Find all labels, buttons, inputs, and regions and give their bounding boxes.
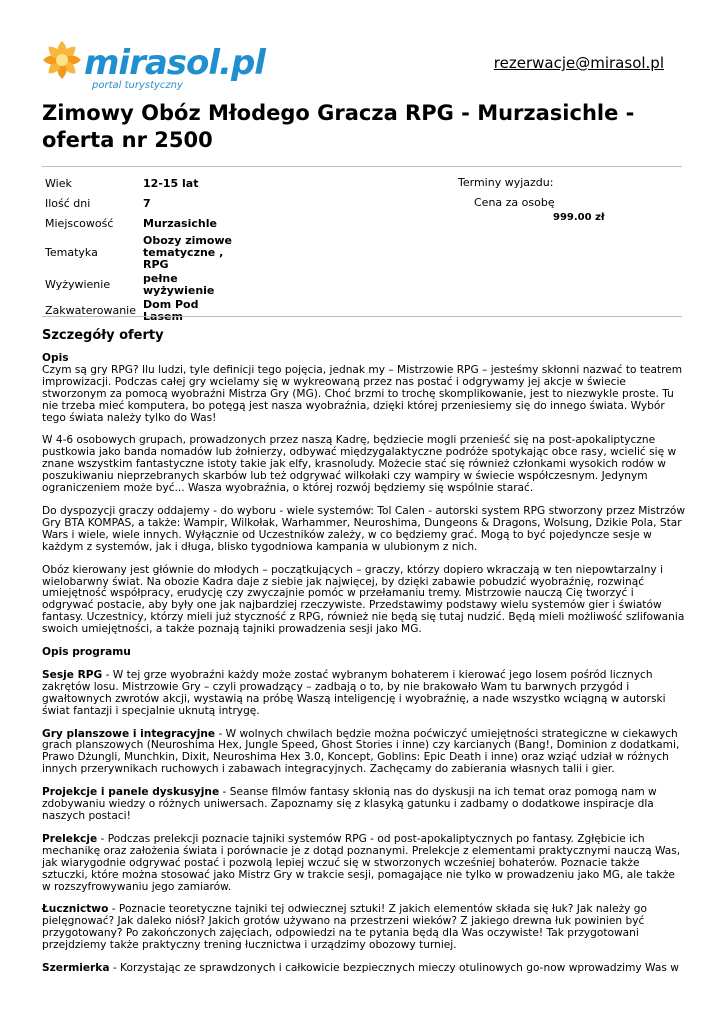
- svg-text:portal turystyczny: portal turystyczny: [92, 80, 183, 91]
- opis-heading: Opis: [42, 352, 69, 364]
- program-item-title: Szermierka: [42, 962, 110, 975]
- divider: [42, 166, 682, 167]
- info-row-food: Wyżywienie pełne wyżywienie: [45, 272, 215, 297]
- program-item-text: - W tej grze wyobraźni każdy może zostać wybranym bohaterem i kierować jego losem pośród licznych zakrętów losu. Mistrzowie Gry – czyli prowadzący – zadbają o to, by nie brakowało Wam tu barwnych przygód i gwałtownych zwrotów akcji, wystawią na próbę Waszą inteligencję i wyobraźnię, a nade wszystko wciągną w autorski świat fantazji i specjalnie uknutą intrygę.: [42, 668, 666, 717]
- sun-icon: [40, 36, 270, 92]
- divider: [42, 316, 682, 317]
- offer-description: [42, 353, 686, 986]
- program-item: [42, 834, 686, 894]
- paragraph: Do dyspozycji graczy oddajemy - do wyboru - wiele systemów: Tol Calen - autorski system RPG stworzony przez Mistrzów Gry BTA KOMPAS, a także: Wampir, Wilkołak, Warhammer, Neuroshima, Dungeons & Dragons, Wolsung, Dzikie Pola, Star Wars i wiele, wiele innych. Wyłącznie od Uczestników zależy, w co będziemy grać. Mogą to być pojedyncze sesje w każdym z systemów, jak i długa, blisko tygodniowa kampania w ulubionym z nich.: [42, 504, 686, 553]
- program-item: [42, 963, 686, 975]
- program-item-title: Łucznictwo: [42, 903, 109, 916]
- program-item: [42, 670, 686, 718]
- terms-label: Terminy wyjazdu:: [458, 176, 554, 189]
- program-item-text: - W wolnych chwilach będzie można poćwiczyć umiejętności strategiczne w ciekawych grach planszowych (Neuroshima Hex, Jungle Speed, Ghost Stories i inne) czy karcianych (Bang!, Dominion z dodatkami, Prawo Dżungli, Munchkin, Dixit, Neuroshima Hex 3.0, Koncept, Goblins: Epic Death i inne) oraz wziąć udział w różnych innych przerywnikach ruchowych i zabawach integracyjnych. Zachęcamy do zabierania własnych talii i gier.: [42, 727, 680, 776]
- program-item-title: Projekcje i panele dyskusyjne: [42, 786, 220, 799]
- program-item-title: Sesje RPG: [42, 668, 103, 681]
- info-row-place: Miejscowość Murzasichle: [45, 217, 217, 230]
- program-item-title: Gry planszowe i integracyjne: [42, 727, 216, 740]
- details-heading: Szczegóły oferty: [42, 328, 164, 343]
- program-item-title: Prelekcje: [42, 832, 98, 845]
- program-item-text: - Seanse filmów fantasy skłonią nas do dyskusji na ich temat oraz pomogą nam w zdobywaniu wiedzy o różnych uniwersach. Zapoznamy się z klasyką gatunku i zadbamy o dodatkowe inspiracje dla naszych postaci!: [42, 786, 657, 822]
- info-row-lodging: Zakwaterowanie Dom Pod Lasem: [45, 298, 199, 323]
- paragraph: W 4-6 osobowych grupach, prowadzonych przez naszą Kadrę, będziecie mogli przenieść się na post-apokaliptyczne pustkowia jako banda nomadów lub żołnierzy, odbywać międzygalaktyczne podróże spotykając obce rasy, wcielić się w znane wszystkim fantastyczne istoty takie jak elfy, krasnoludy. Możecie stać się również członkami wysokich rodów w poszukiwaniu nieprzebranych skarbów lub też odgrywać wilkołaki czy wampiry w świecie współczesnym. Jedynym ograniczeniem może być... Wasza wyobraźnia, o której rozwój będziemy się wspólnie starać.: [42, 434, 677, 495]
- offer-title: Zimowy Obóz Młodego Gracza RPG - Murzasichle - oferta nr 2500: [42, 101, 635, 152]
- program-item-text: - Podczas prelekcji poznacie tajniki systemów RPG - od post-apokaliptycznych po fantasy. Zgłębicie ich mechanikę oraz założenia świata i porównacie je z dotąd poznanymi. Prelekcje z elementami praktycznymi nauczą Was, jak wiarygodnie odgrywać postać i pozwolą lepiej wczuć się w stworzonych wcześniej bohaterów. Poznacie także sztuczki, które można stosować jako Mistrz Gry w trakcie sesji, pomagające nie tylko w prowadzeniu jako MG, ale także w rozszyfrowywaniu jego zamiarów.: [42, 832, 681, 893]
- info-row-theme: Tematyka Obozy zimowe tematyczne , RPG: [45, 234, 233, 271]
- price-value: 999.00 zł: [553, 212, 605, 223]
- program-item-text: - Poznacie teoretyczne tajniki tej odwiecznej sztuki! Z jakich elementów składa się łuk? Jak należy go pielęgnować? Jak daleko niósł? Jakich grotów używano na przestrzeni wieków? Z jakiego drewna łuk powinien być przygotowany? Po zakończonych zajęciach, odpowiedzi na te pytania będą dla Was oczywiste! Tak przygotowani przejdziemy także praktyczny trening łucznictwa i urządzimy obozowy turniej.: [42, 903, 647, 952]
- offer-info-table: [42, 174, 243, 324]
- program-item: [42, 787, 686, 823]
- reservation-email-link[interactable]: rezerwacje@mirasol.pl: [493, 54, 664, 72]
- mirasol-logo[interactable]: [40, 36, 270, 92]
- program-heading: Opis programu: [42, 646, 131, 659]
- program-item-text: - Korzystając ze sprawdzonych i całkowicie bezpiecznych mieczy otulinowych go-now wprowadzimy Was w: [109, 962, 679, 975]
- info-row-days: Ilość dni 7: [45, 197, 151, 210]
- program-item: [42, 729, 686, 777]
- program-item: [42, 904, 686, 952]
- info-row-age: Wiek 12-15 lat: [45, 177, 199, 190]
- price-label: Cena za osobę: [474, 196, 555, 209]
- svg-text:mirasol.pl: mirasol.pl: [84, 43, 265, 83]
- paragraph: Czym są gry RPG? Ilu ludzi, tyle definicji tego pojęcia, jednak my – Mistrzowie RPG – jesteśmy skłonni nazwać to teatrem improwizacji. Podczas całej gry wcielamy się w wykreowaną przez nas postać i odgrywamy jej akcje w świecie stworzonym za pomocą wyobraźni Mistrza Gry (MG). Choć brzmi to trochę skomplikowanie, jest to niezwykle proste. Tu nie trzeba mieć komputera, bo potęgą jest nasza wyobraźnia, dzięki której przeniesiemy się do innego świata. Wybór tego świata należy tylko do Was!: [42, 363, 683, 424]
- paragraph: Obóz kierowany jest głównie do młodych – początkujących – graczy, którzy dopiero wkraczają w ten niepowtarzalny i wielobarwny świat. Na obozie Kadra daje z siebie jak najwięcej, by dzięki zabawie pobudzić wyobraźnię, rozwinąć umiejętność współpracy, erudycję czy zwyczajnie pomóc w przełamaniu tremy. Mistrzowie nauczą Cię tworzyć i odgrywać postacie, aby były one jak najbardziej rzeczywiste. Przedstawimy podstawy wielu systemów gier i światów fantasy. Uczestnicy, którzy mieli już styczność z RPG, również nie będą się tutaj nudzić. Będą mieli możliwość szlifowania swoich umiejętności, a także poznają tajniki prowadzenia sesji jako MG.: [42, 563, 685, 636]
